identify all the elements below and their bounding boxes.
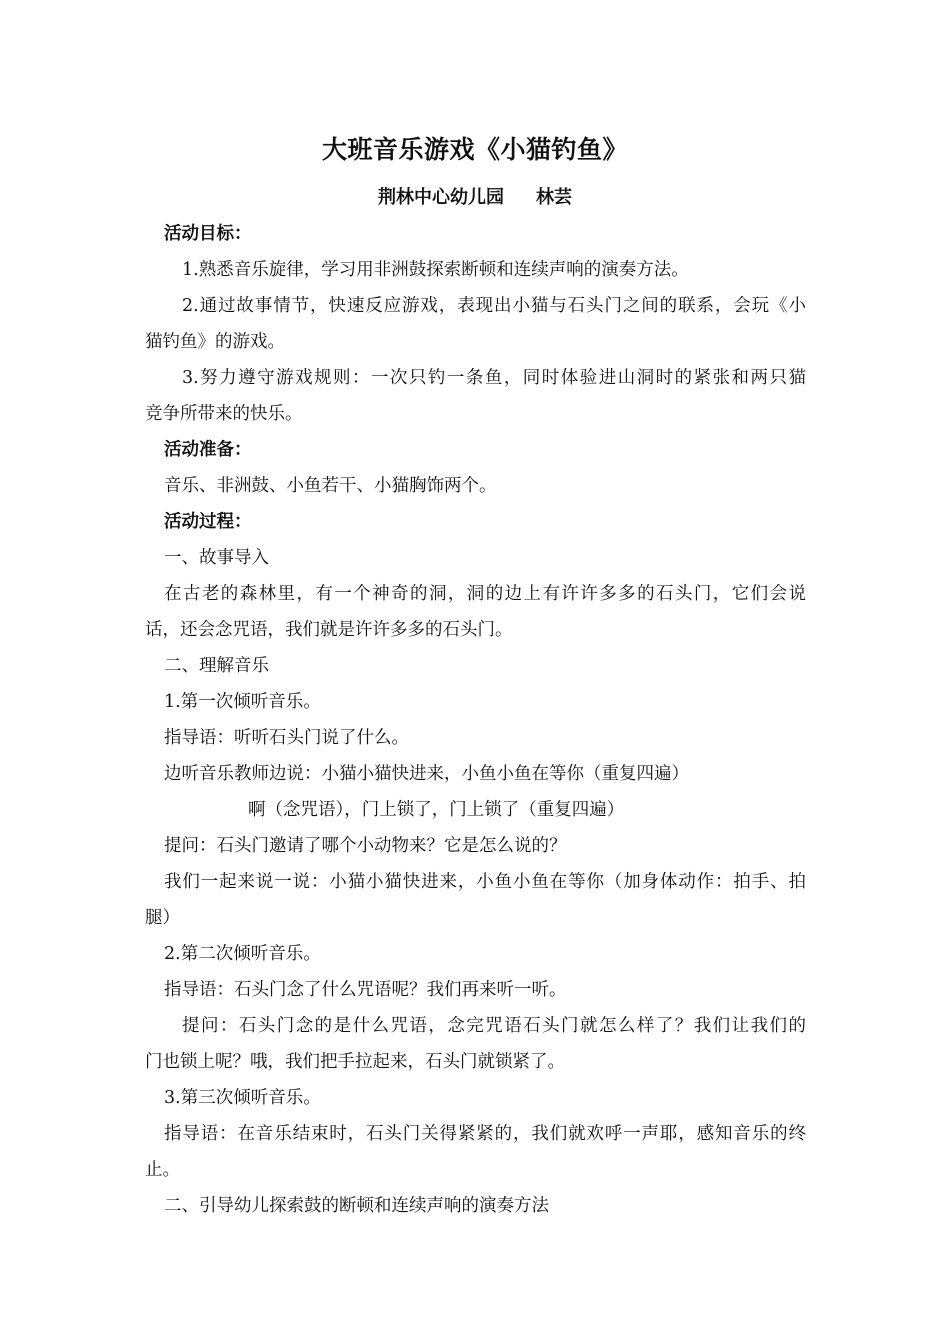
- subheading: 一、故事导入: [164, 548, 269, 568]
- paragraph-line: 提问：石头门邀请了哪个小动物来？它是怎么说的？: [164, 836, 567, 856]
- paragraph-line: 指导语：石头门念了什么咒语呢？我们再来听一听。: [164, 980, 567, 1000]
- paragraph-line: 边听音乐教师边说：小猫小猫快进来，小鱼小鱼在等你（重复四遍）: [164, 764, 689, 784]
- paragraph-line: 2.第二次倾听音乐。: [164, 944, 321, 964]
- paragraph-line: 3.第三次倾听音乐。: [164, 1088, 321, 1108]
- paragraph-line: 腿）: [145, 908, 180, 928]
- paragraph-line: 我们一起来说一说：小猫小猫快进来，小鱼小鱼在等你（加身体动作：拍手、拍: [164, 872, 806, 892]
- paragraph-line: 3.努力遵守游戏规则：一次只钓一条鱼，同时体验进山洞时的紧张和两只猫: [182, 368, 806, 388]
- paragraph-line: 1.第一次倾听音乐。: [164, 692, 321, 712]
- section-heading-goals: 活动目标：: [164, 224, 252, 244]
- paragraph-line: 竞争所带来的快乐。: [145, 404, 303, 424]
- author-line: [0, 184, 950, 212]
- paragraph-line: 啊（念咒语），门上锁了，门上锁了（重复四遍）: [248, 800, 625, 820]
- document-title: 大班音乐游戏《小猫钓鱼》: [321, 135, 628, 164]
- paragraph-line: 1.熟悉音乐旋律，学习用非洲鼓探索断顿和连续声响的演奏方法。: [182, 260, 689, 280]
- paragraph-line: 猫钓鱼》的游戏。: [145, 332, 285, 352]
- paragraph-line: 指导语：在音乐结束时，石头门关得紧紧的，我们就欢呼一声耶，感知音乐的终: [164, 1124, 806, 1144]
- paragraph-line: 门也锁上呢？哦，我们把手拉起来，石头门就锁紧了。: [145, 1052, 565, 1072]
- section-heading-process: 活动过程：: [164, 512, 252, 532]
- paragraph-line: 止。: [145, 1160, 180, 1180]
- paragraph-line: 提问：石头门念的是什么咒语，念完咒语石头门就怎么样了？我们让我们的: [182, 1016, 806, 1036]
- school-name: 荆林中心幼儿园: [378, 187, 504, 208]
- paragraph-line: 2.通过故事情节，快速反应游戏，表现出小猫与石头门之间的联系，会玩《小: [182, 296, 806, 316]
- subheading: 二、引导幼儿探索鼓的断顿和连续声响的演奏方法: [164, 1196, 549, 1216]
- paragraph-line: 指导语：听听石头门说了什么。: [164, 728, 409, 748]
- paragraph-line: 音乐、非洲鼓、小鱼若干、小猫胸饰两个。: [164, 476, 497, 496]
- author-name: 林芸: [536, 187, 572, 208]
- paragraph-line: 话，还会念咒语，我们就是许许多多的石头门。: [145, 620, 513, 640]
- subheading: 二、理解音乐: [164, 656, 269, 676]
- paragraph-line: 在古老的森林里，有一个神奇的洞，洞的边上有许许多多的石头门，它们会说: [164, 584, 806, 604]
- section-heading-preparation: 活动准备：: [164, 440, 252, 460]
